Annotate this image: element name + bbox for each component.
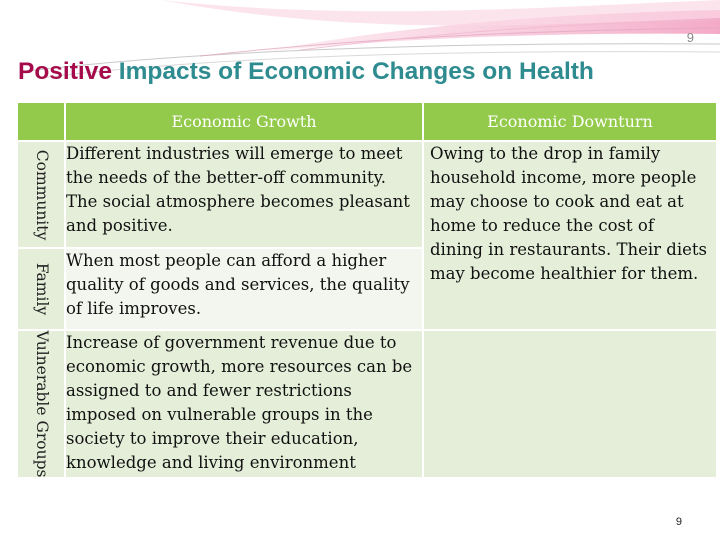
- impacts-table: [16, 101, 718, 479]
- table-row: [18, 142, 716, 247]
- title-accent: Positive: [18, 58, 112, 85]
- cell-vulnerable-growth: Increase of government revenue due to economic growth, more resources can be assigned to and fewer restrictions imposed on vulnerable groups in the society to improve their education, knowledge and living environment: [66, 331, 422, 477]
- cell-community-growth: Different industries will emerge to meet the needs of the better-off community. The social atmosphere becomes pleasant and positive.: [66, 142, 422, 247]
- row-label: Community: [32, 149, 51, 240]
- title-rest: Impacts of Economic Changes on Health: [111, 58, 594, 85]
- row-label: Family: [32, 262, 51, 316]
- row-header-community: [18, 142, 64, 247]
- slide-number-bottom: 9: [675, 516, 682, 528]
- row-header-family: [18, 249, 64, 329]
- table-corner-cell: [18, 103, 64, 140]
- row-header-vulnerable-groups: [18, 331, 64, 477]
- column-header-growth: Economic Growth: [66, 103, 422, 140]
- column-header-downturn: Economic Downturn: [424, 103, 716, 140]
- slide-number-top: 9: [686, 30, 694, 45]
- table-header-row: [18, 103, 716, 140]
- cell-family-growth: When most people can afford a higher quality of goods and services, the quality of life improves.: [66, 249, 422, 329]
- page-title: [18, 58, 594, 86]
- row-label: Vulnerable Groups: [32, 330, 51, 478]
- cell-downturn: Owing to the drop in family household income, more people may choose to cook and eat at home to reduce the cost of dining in restaurants. Their diets may become healthier for them.: [424, 142, 716, 329]
- table-row: [18, 331, 716, 477]
- cell-vulnerable-downturn-empty: [424, 331, 716, 477]
